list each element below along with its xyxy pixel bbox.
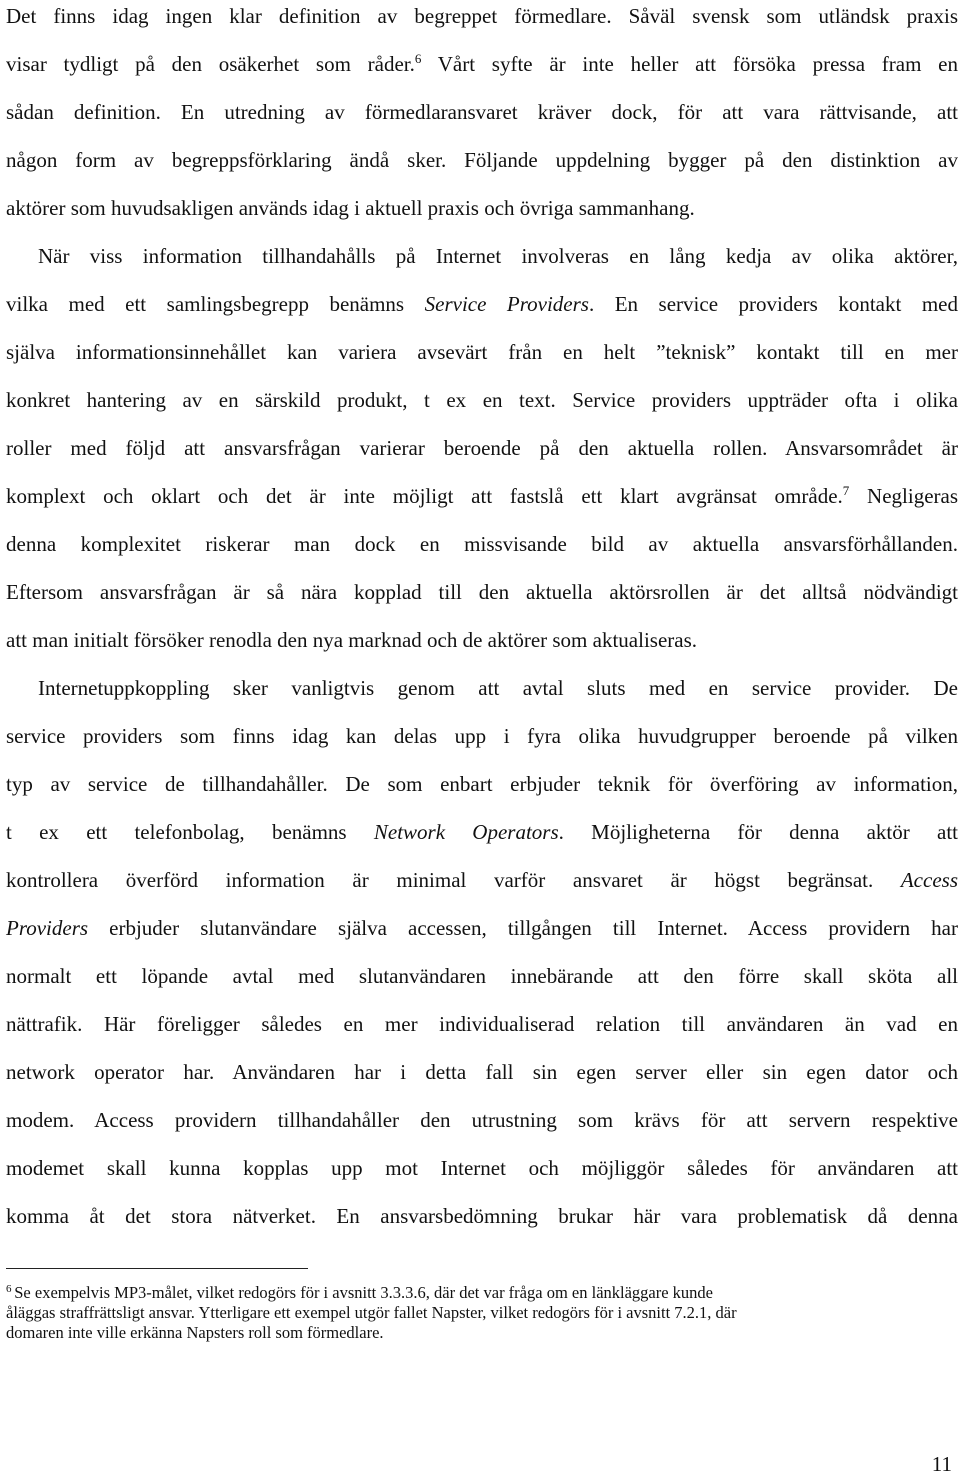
text-run: att man initialt försöker renodla den nya marknad och de aktörer som aktualiseras. — [6, 628, 698, 652]
text-line — [6, 388, 958, 412]
text-line — [6, 1156, 958, 1180]
text-line — [6, 964, 958, 988]
text-run: vilka med ett samlingsbegrepp benämns — [6, 292, 425, 316]
text-line — [6, 484, 958, 508]
text-line — [6, 916, 958, 940]
text-run: Vårt syfte är inte heller att försöka pressa fram en — [421, 52, 958, 76]
text-run: roller med följd att ansvarsfrågan varierar beroende på den aktuella rollen. Ansvarsområdet är — [6, 436, 958, 460]
text-run: Negligeras — [849, 484, 959, 508]
text-line — [6, 1204, 958, 1228]
text-line — [6, 1060, 958, 1084]
text-run: Internetuppkoppling sker vanligtvis genom att avtal sluts med en service provider. De — [38, 676, 958, 700]
text-line — [6, 1012, 958, 1036]
text-run: sådan definition. En utredning av förmedlaransvaret kräver dock, för att vara rättvisande, att — [6, 100, 958, 124]
footnote-text: Se exempelvis MP3-målet, vilket redogörs för i avsnitt 3.3.3.6, där det var fråga om en länkläggare kunde — [14, 1283, 714, 1302]
text-run: nättrafik. Här föreligger således en mer individualiserad relation till användaren än vad en — [6, 1012, 958, 1036]
text-line — [6, 436, 958, 460]
text-line — [6, 4, 958, 28]
text-run: t ex ett telefonbolag, benämns — [6, 820, 374, 844]
italic-term: Service Providers — [424, 292, 589, 316]
text-line — [6, 340, 958, 364]
page-number: 11 — [931, 1452, 952, 1476]
text-run: erbjuder slutanvändare själva accessen, tillgången till Internet. Access providern har — [88, 916, 958, 940]
text-line — [6, 1108, 958, 1132]
text-line — [6, 52, 958, 76]
text-run: komma åt det stora nätverket. En ansvarsbedömning brukar här vara problematisk då denna — [6, 1204, 958, 1228]
footnote-line — [6, 1303, 922, 1323]
text-run: normalt ett löpande avtal med slutanvändaren innebärande att den förre skall sköta all — [6, 964, 958, 988]
footnote-ref: 7 — [842, 483, 850, 498]
text-line — [6, 100, 958, 124]
footnote-ref: 6 — [414, 51, 422, 66]
text-line — [6, 148, 958, 172]
text-run: modem. Access providern tillhandahåller den utrustning som krävs för att servern respektive — [6, 1108, 958, 1132]
text-run: komplext och oklart och det är inte möjligt att fastslå ett klart avgränsat område. — [6, 484, 843, 508]
text-line — [6, 292, 958, 316]
text-line — [6, 628, 958, 652]
text-line — [38, 244, 958, 268]
text-run: . Möjligheterna för denna aktör att — [558, 820, 959, 844]
text-run: aktörer som huvudsakligen används idag i aktuell praxis och övriga sammanhang. — [6, 196, 695, 220]
text-run: någon form av begreppsförklaring ändå sker. Följande uppdelning bygger på den distinktion av — [6, 148, 958, 172]
text-line — [6, 196, 958, 220]
text-line — [38, 676, 958, 700]
text-run: typ av service de tillhandahåller. De som enbart erbjuder teknik för överföring av information, — [6, 772, 958, 796]
footnote-line — [6, 1283, 922, 1303]
text-line — [6, 820, 958, 844]
footnote-separator — [6, 1268, 308, 1269]
italic-term: Access — [900, 868, 958, 892]
text-run: denna komplexitet riskerar man dock en missvisande bild av aktuella ansvarsförhållanden. — [6, 532, 958, 556]
text-line — [6, 772, 958, 796]
text-line — [6, 868, 958, 892]
text-run: Det finns idag ingen klar definition av begreppet förmedlare. Såväl svensk som utländsk praxis — [6, 4, 958, 28]
footnote-line — [6, 1323, 922, 1343]
text-run: . En service providers kontakt med — [588, 292, 958, 316]
text-run: service providers som finns idag kan delas upp i fyra olika huvudgrupper beroende på vilken — [6, 724, 958, 748]
text-run: network operator har. Användaren har i detta fall sin egen server eller sin egen dator och — [6, 1060, 958, 1084]
text-run: När viss information tillhandahålls på Internet involveras en lång kedja av olika aktörer, — [38, 244, 958, 268]
text-run: visar tydligt på den osäkerhet som råder. — [6, 52, 415, 76]
footnote-number: 6 — [6, 1283, 15, 1295]
text-run: Eftersom ansvarsfrågan är så nära kopplad till den aktuella aktörsrollen är det alltså nödvändigt — [6, 580, 958, 604]
text-line — [6, 580, 958, 604]
footnote-text: åläggas straffrättsligt ansvar. Ytterligare ett exempel utgör fallet Napster, vilket redogörs för i avsnitt 7.2.1, där — [6, 1303, 737, 1322]
text-run: modemet skall kunna kopplas upp mot Internet och möjliggör således för användaren att — [6, 1156, 958, 1180]
text-run: konkret hantering av en särskild produkt, t ex en text. Service providers uppträder ofta i olika — [6, 388, 958, 412]
italic-term: Providers — [6, 916, 89, 940]
text-line — [6, 532, 958, 556]
text-run: kontrollera överförd information är minimal varför ansvaret är högst begränsat. — [6, 868, 901, 892]
footnote-text: domaren inte ville erkänna Napsters roll som förmedlare. — [6, 1323, 384, 1342]
text-line — [6, 724, 958, 748]
italic-term: Network Operators — [373, 820, 559, 844]
text-run: själva informationsinnehållet kan variera avsevärt från en helt ”teknisk” kontakt till en mer — [6, 340, 958, 364]
